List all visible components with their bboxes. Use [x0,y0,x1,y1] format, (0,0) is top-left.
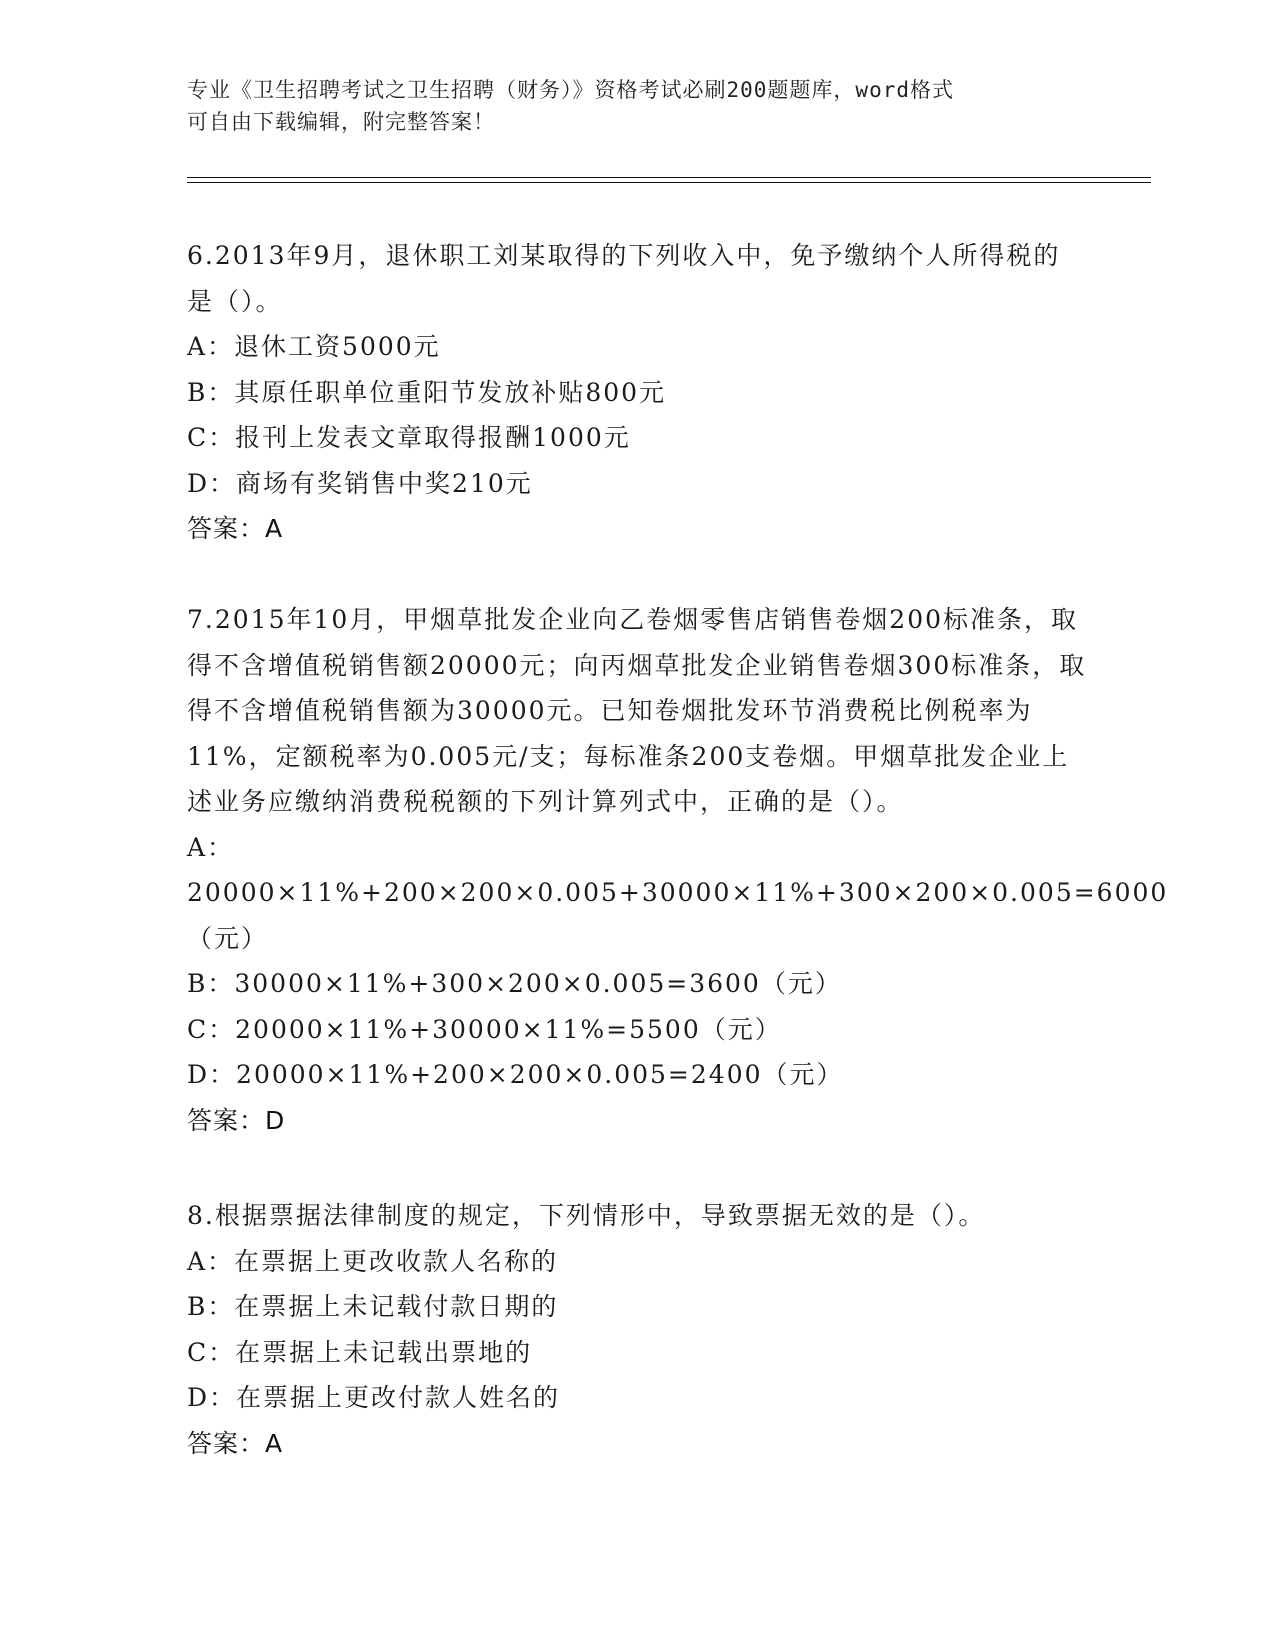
option-b: B：其原任职单位重阳节发放补贴800元 [187,377,667,407]
option-c: C：20000×11%+30000×11%=5500（元） [187,1014,782,1044]
question-7 [187,597,1169,1143]
answer-line: 答案：D [187,1105,286,1135]
question-stem: 6.2013年9月，退休职工刘某取得的下列收入中，免予缴纳个人所得税的是（）。 [187,241,1061,316]
option-a: A：在票据上更改收款人名称的 [187,1246,559,1276]
answer-line: 答案：A [187,514,284,543]
header-line-1: 专业《卫生招聘考试之卫生招聘（财务）》资格考试必刷200题题库，word格式 [187,78,954,102]
option-d: D：在票据上更改付款人姓名的 [187,1383,561,1412]
option-a: A：20000×11%+200×200×0.005+30000×11%+300×200×0.005=6000（元） [187,832,1169,953]
header-divider-top [187,177,1151,178]
header-divider-bottom [187,182,1151,183]
option-d: D：20000×11%+200×200×0.005=2400（元） [187,1060,844,1089]
document-header [187,74,1087,138]
option-c: C：在票据上未记载出票地的 [187,1337,533,1367]
header-line-2: 可自由下载编辑，附完整答案！ [187,110,495,134]
question-8 [187,1193,1087,1466]
answer-line: 答案：A [187,1428,284,1458]
option-c: C：报刊上发表文章取得报酬1000元 [187,423,631,452]
option-b: B：30000×11%+300×200×0.005=3600（元） [187,969,842,998]
option-a: A：退休工资5000元 [187,332,441,361]
question-6 [187,233,1087,552]
option-b: B：在票据上未记载付款日期的 [187,1292,559,1321]
question-stem: 7.2015年10月，甲烟草批发企业向乙卷烟零售店销售卷烟200标准条，取得不含增值税销售额20000元；向丙烟草批发企业销售卷烟300标准条，取得不含增值税销售额为30000元。已知卷烟批发环节消费税比例税率为11%，定额税率为0.005元/支；每标准条200支卷烟。甲烟草批发企业上述业务应缴纳消费税税额的下列计算列式中，正确的是（）。 [187,605,1087,816]
option-d: D：商场有奖销售中奖210元 [187,468,533,498]
question-stem: 8.根据票据法律制度的规定，下列情形中，导致票据无效的是（）。 [187,1201,986,1230]
